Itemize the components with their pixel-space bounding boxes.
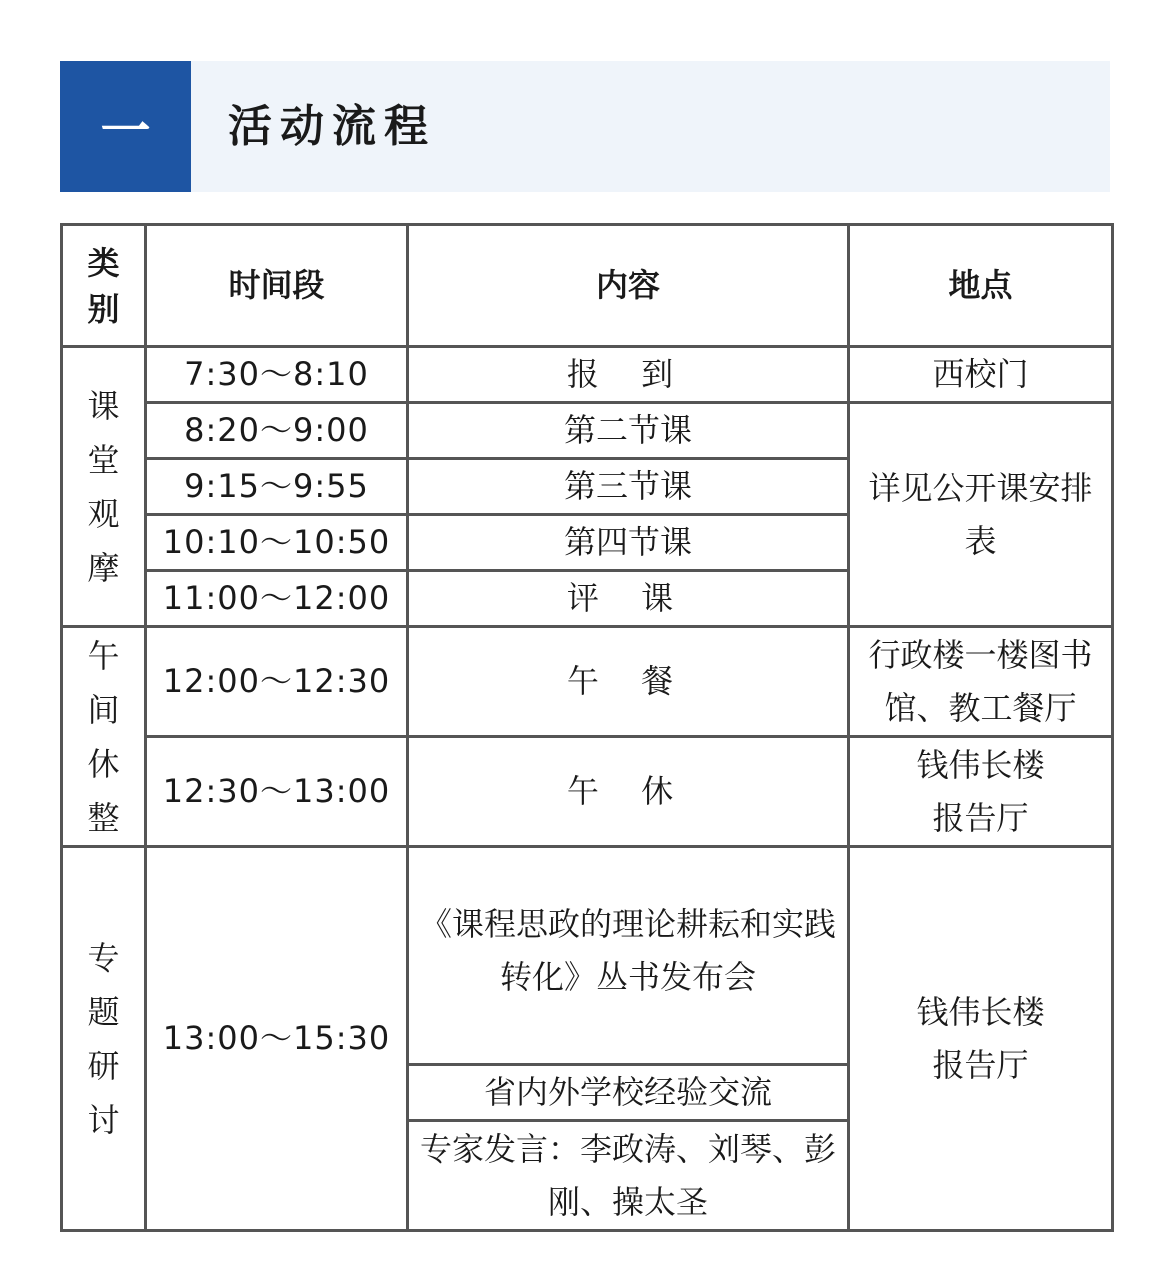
time-cell: 13:00～15:30 — [146, 847, 408, 1231]
time-cell: 12:30～13:00 — [146, 737, 408, 847]
table-row — [62, 847, 1113, 1065]
section-title: 活动流程 — [228, 101, 436, 152]
header-category: 类别 — [62, 225, 146, 347]
category-cell-seminar: 专题研讨 — [62, 847, 146, 1231]
location-cell: 行政楼一楼图书馆、教工餐厅 — [849, 627, 1113, 737]
content-cell: 《课程思政的理论耕耘和实践转化》丛书发布会 — [408, 847, 849, 1065]
category-cell-noon-break: 午间休整 — [62, 627, 146, 847]
location-cell: 西校门 — [849, 347, 1113, 403]
time-cell: 9:15～9:55 — [146, 459, 408, 515]
location-cell: 钱伟长楼报告厅 — [849, 847, 1113, 1231]
table-row — [62, 347, 1113, 403]
content-cell: 专家发言：李政涛、刘琴、彭刚、操太圣 — [408, 1121, 849, 1231]
content-cell: 省内外学校经验交流 — [408, 1065, 849, 1121]
time-cell: 11:00～12:00 — [146, 571, 408, 627]
content-cell: 报 到 — [408, 347, 849, 403]
header-content: 内容 — [408, 225, 849, 347]
location-cell: 钱伟长楼报告厅 — [849, 737, 1113, 847]
content-cell: 第四节课 — [408, 515, 849, 571]
content-cell: 评 课 — [408, 571, 849, 627]
schedule-table — [60, 223, 1114, 1232]
time-cell: 8:20～9:00 — [146, 403, 408, 459]
location-cell: 详见公开课安排表 — [849, 403, 1113, 627]
header-location: 地点 — [849, 225, 1113, 347]
content-cell: 第二节课 — [408, 403, 849, 459]
section-number-badge: 一 — [60, 61, 191, 192]
category-cell-classroom: 课堂观摩 — [62, 347, 146, 627]
content-cell: 午 休 — [408, 737, 849, 847]
header-time: 时间段 — [146, 225, 408, 347]
table-header-row — [62, 225, 1113, 347]
content-cell: 午 餐 — [408, 627, 849, 737]
time-cell: 10:10～10:50 — [146, 515, 408, 571]
table-row — [62, 737, 1113, 847]
time-cell: 7:30～8:10 — [146, 347, 408, 403]
table-row — [62, 403, 1113, 459]
section-header — [60, 61, 1110, 192]
table-row — [62, 627, 1113, 737]
content-cell: 第三节课 — [408, 459, 849, 515]
time-cell: 12:00～12:30 — [146, 627, 408, 737]
